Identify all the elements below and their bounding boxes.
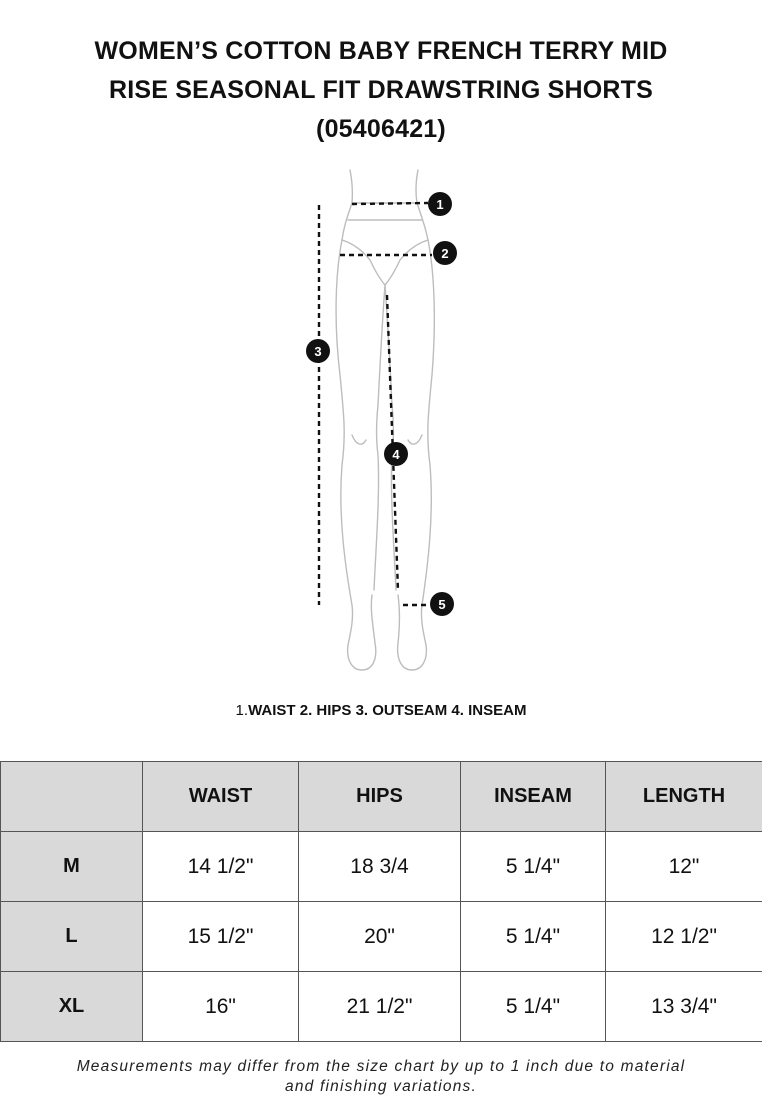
measurement-disclaimer	[20, 1057, 742, 1097]
header-inseam: INSEAM	[461, 762, 606, 832]
table-row	[1, 972, 762, 1042]
cell-length: 12"	[606, 832, 762, 902]
cell-length: 12 1/2"	[606, 902, 762, 972]
table-row	[1, 832, 762, 902]
size-label: M	[1, 832, 143, 902]
legend-number: 1.	[235, 702, 249, 719]
cell-hips: 20"	[299, 902, 461, 972]
marker-4	[384, 442, 408, 466]
title-line-3: (05406421)	[316, 115, 446, 143]
cell-waist: 16"	[143, 972, 299, 1042]
legend-names: WAIST 2. HIPS 3. OUTSEAM 4. INSEAM	[248, 702, 527, 719]
size-label: L	[1, 902, 143, 972]
measurement-diagram	[290, 165, 480, 675]
page-title	[40, 32, 722, 149]
size-chart-table	[0, 761, 762, 1042]
cell-hips: 21 1/2"	[299, 972, 461, 1042]
title-line-2: RISE SEASONAL FIT DRAWSTRING SHORTS	[108, 76, 654, 104]
marker-2	[433, 241, 457, 265]
cell-waist: 14 1/2"	[143, 832, 299, 902]
marker-5	[430, 592, 454, 616]
cell-hips: 18 3/4	[299, 832, 461, 902]
header-length: LENGTH	[606, 762, 762, 832]
header-corner	[1, 762, 143, 832]
svg-text:2: 2	[441, 246, 449, 261]
svg-text:1: 1	[436, 197, 444, 212]
svg-text:3: 3	[314, 344, 322, 359]
table-header-row	[1, 762, 762, 832]
header-waist: WAIST	[143, 762, 299, 832]
legs-figure	[290, 165, 480, 675]
svg-text:4: 4	[392, 447, 400, 462]
cell-inseam: 5 1/4"	[461, 902, 606, 972]
cell-inseam: 5 1/4"	[461, 832, 606, 902]
cell-waist: 15 1/2"	[143, 902, 299, 972]
note-line-2: and finishing variations.	[285, 1078, 477, 1095]
svg-text:5: 5	[438, 597, 446, 612]
table-row	[1, 902, 762, 972]
size-label: XL	[1, 972, 143, 1042]
title-line-1: WOMEN’S COTTON BABY FRENCH TERRY MID	[94, 37, 668, 65]
cell-length: 13 3/4"	[606, 972, 762, 1042]
note-line-1: Measurements may differ from the size chart by up to 1 inch due to material	[76, 1058, 686, 1075]
header-hips: HIPS	[299, 762, 461, 832]
marker-3	[306, 339, 330, 363]
measurement-legend	[0, 700, 762, 722]
cell-inseam: 5 1/4"	[461, 972, 606, 1042]
marker-1	[428, 192, 452, 216]
